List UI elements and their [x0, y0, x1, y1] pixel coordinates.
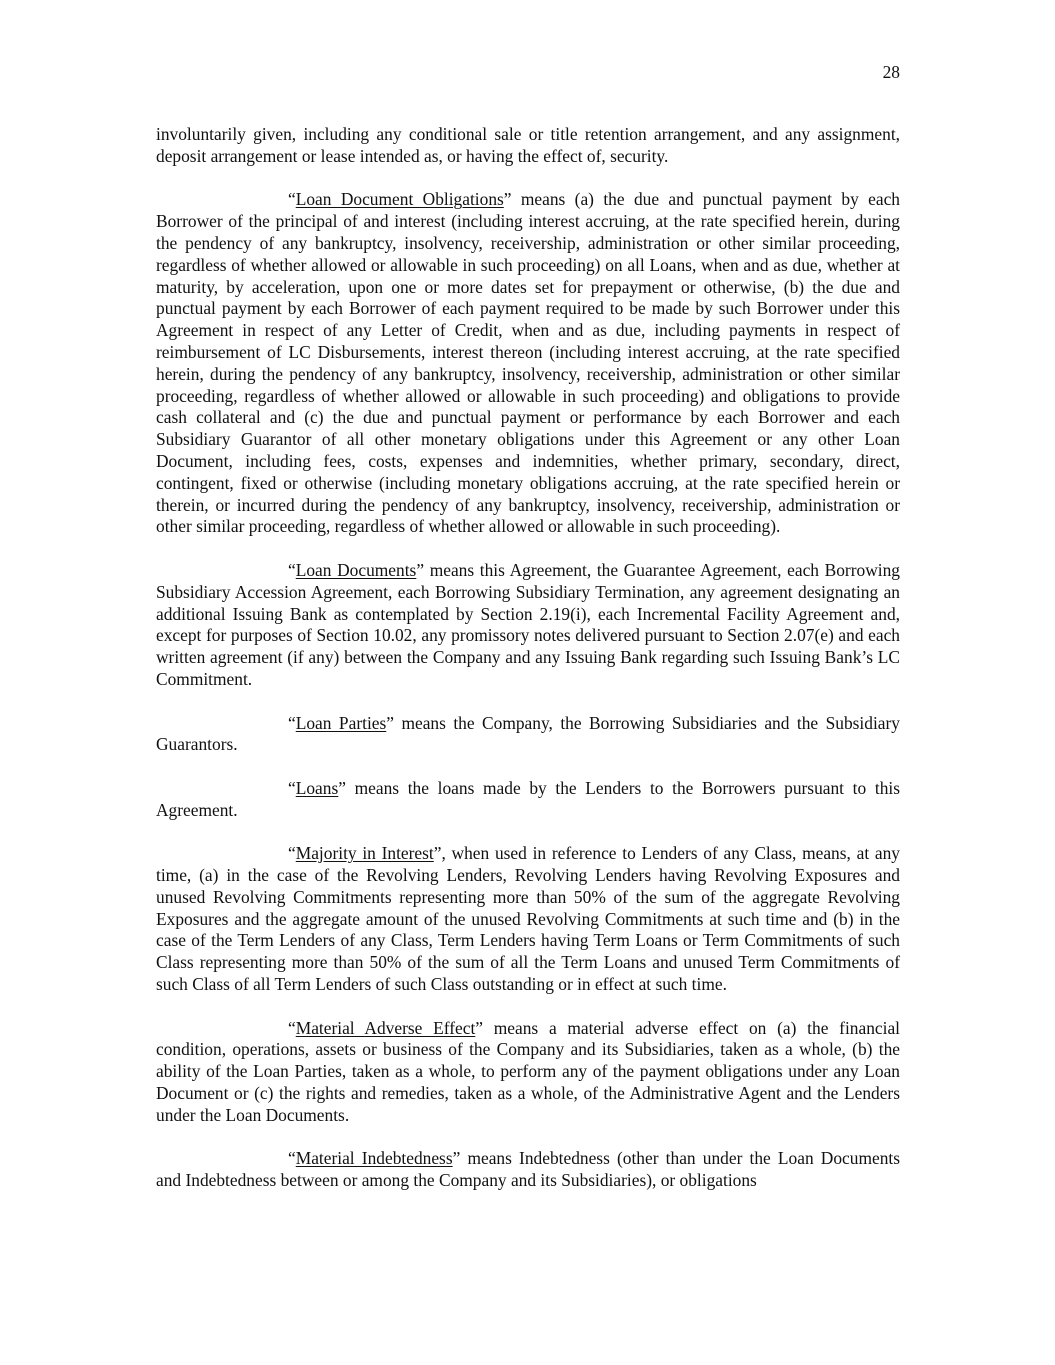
definition-loans: “Loans” means the loans made by the Lenders to the Borrowers pursuant to this Agreement. [156, 777, 900, 820]
defined-term: Material Adverse Effect [295, 1017, 476, 1038]
definition-text: ”, when used in reference to Lenders of any Class, means, at any time, (a) in the case of the Revolving Lenders, Revolving Lenders having Revolving Exposures and unused Revolving Commitments representing more than 50% of the sum of the aggregate Revolving Exposures and the aggregate amount of the unused Revolving Commitments at such time and (b) in the case of the Term Lenders of any Class, Term Lenders having Term Loans or Term Commitments of such Class representing more than 50% of the sum of all the Term Loans and unused Term Commitments of such Class of all Term Lenders of such Class outstanding or in effect at such time. [156, 843, 900, 995]
definition-text: ” means the loans made by the Lenders to the Borrowers pursuant to this Agreement. [156, 777, 900, 820]
definition-text: ” means (a) the due and punctual payment by each Borrower of the principal of and interest (including interest accruing, at the rate specified herein, during the pendency of any bankruptcy, insolvency, receivership, administration or other similar proceeding, regardless of whether allowed or allowable in such proceeding) on all Loans, when and as due, whether at maturity, by acceleration, upon one or more dates set for prepayment or otherwise, (b) the due and punctual payment by each Borrower of each payment required to be made by such Borrower under this Agreement in respect of any Letter of Credit, when and as due, including payments in respect of reimbursement of LC Disbursements, interest thereon (including interest accruing, at the rate specified herein, during the pendency of any bankruptcy, insolvency, receivership, administration or other similar proceeding, regardless of whether allowed or allowable in such proceeding) and obligations to provide cash collateral and (c) the due and punctual payment or performance by each Borrower and each Subsidiary Guarantor of all other monetary obligations under this Agreement or any other Loan Document, including fees, costs, expenses and indemnities, whether primary, secondary, direct, contingent, fixed or otherwise (including monetary obligations accruing, at the rate specified herein or therein, or incurred during the pendency of any bankruptcy, insolvency, receivership, administration or other similar proceeding, regardless of whether allowed or allowable in such proceeding). [156, 189, 900, 537]
defined-term: Loans [295, 777, 339, 798]
definition-text: ” means a material adverse effect on (a) the financial condition, operations, assets or business of the Company and its Subsidiaries, taken as a whole, (b) the ability of the Loan Parties, taken as a whole, to perform any of the payment obligations under any Loan Document or (c) the rights and remedies, taken as a whole, of the Administrative Agent and the Lenders under the Loan Documents. [156, 1017, 900, 1125]
definition-material-indebtedness: “Material Indebtedness” means Indebtedness (other than under the Loan Documents and Indebtedness between or among the Company and its Subsidiaries), or obligations [156, 1148, 901, 1191]
definition-loan-parties: “Loan Parties” means the Company, the Borrowing Subsidiaries and the Subsidiary Guarantors. [156, 712, 900, 755]
definition-text: ” means Indebtedness (other than under the Loan Documents and Indebtedness between or among the Company and its Subsidiaries), or obligations [156, 1148, 901, 1191]
defined-term: Majority in Interest [295, 843, 434, 864]
definition-loan-documents: “Loan Documents” means this Agreement, the Guarantee Agreement, each Borrowing Subsidiary Accession Agreement, each Borrowing Subsidiary Termination, any agreement designating an additional Issuing Bank as contemplated by Section 2.19(i), each Incremental Facility Agreement and, except for purposes of Section 10.02, any promissory notes delivered pursuant to Section 2.07(e) and each written agreement (if any) between the Company and any Issuing Bank regarding such Issuing Bank’s LC Commitment. [156, 559, 900, 689]
continuation-paragraph: involuntarily given, including any conditional sale or title retention arrangement, and any assignment, deposit arrangement or lease intended as, or having the effect of, security. [156, 124, 900, 166]
page-number: 28 [882, 62, 900, 82]
defined-term: Loan Documents [295, 559, 417, 580]
definition-loan-document-obligations: “Loan Document Obligations” means (a) the due and punctual payment by each Borrower of the principal of and interest (including interest accruing, at the rate specified herein, during the pendency of any bankruptcy, insolvency, receivership, administration or other similar proceeding, regardless of whether allowed or allowable in such proceeding) on all Loans, when and as due, whether at maturity, by acceleration, upon one or more dates set for prepayment or otherwise, (b) the due and punctual payment by each Borrower of each payment required to be made by such Borrower under this Agreement in respect of any Letter of Credit, when and as due, including payments in respect of reimbursement of LC Disbursements, interest thereon (including interest accruing, at the rate specified herein, during the pendency of any bankruptcy, insolvency, receivership, administration or other similar proceeding, regardless of whether allowed or allowable in such proceeding) and obligations to provide cash collateral and (c) the due and punctual payment or performance by each Borrower and each Subsidiary Guarantor of all other monetary obligations under this Agreement or any other Loan Document, including fees, costs, expenses and indemnities, whether primary, secondary, direct, contingent, fixed or otherwise (including monetary obligations accruing, at the rate specified herein or therein, or incurred during the pendency of any bankruptcy, insolvency, receivership, administration or other similar proceeding, regardless of whether allowed or allowable in such proceeding). [156, 189, 900, 537]
definition-text: ” means this Agreement, the Guarantee Agreement, each Borrowing Subsidiary Accession Agreement, each Borrowing Subsidiary Termination, any agreement designating an additional Issuing Bank as contemplated by Section 2.19(i), each Incremental Facility Agreement and, except for purposes of Section 10.02, any promissory notes delivered pursuant to Section 2.07(e) and each written agreement (if any) between the Company and any Issuing Bank regarding such Issuing Bank’s LC Commitment. [156, 559, 900, 689]
definition-text: ” means the Company, the Borrowing Subsidiaries and the Subsidiary Guarantors. [156, 712, 900, 755]
document-body [156, 124, 900, 1214]
defined-term: Loan Parties [295, 712, 387, 733]
defined-term: Material Indebtedness [295, 1148, 453, 1169]
definition-material-adverse-effect: “Material Adverse Effect” means a material adverse effect on (a) the financial condition, operations, assets or business of the Company and its Subsidiaries, taken as a whole, (b) the ability of the Loan Parties, taken as a whole, to perform any of the payment obligations under any Loan Document or (c) the rights and remedies, taken as a whole, of the Administrative Agent and the Lenders under the Loan Documents. [156, 1017, 900, 1125]
defined-term: Loan Document Obligations [295, 189, 504, 210]
definition-majority-in-interest: “Majority in Interest”, when used in reference to Lenders of any Class, means, at any time, (a) in the case of the Revolving Lenders, Revolving Lenders having Revolving Exposures and unused Revolving Commitments representing more than 50% of the sum of the aggregate Revolving Exposures and the aggregate amount of the unused Revolving Commitments at such time and (b) in the case of the Term Lenders of any Class, Term Lenders having Term Loans or Term Commitments of such Class representing more than 50% of the sum of all the Term Loans and unused Term Commitments of such Class of all Term Lenders of such Class outstanding or in effect at such time. [156, 843, 900, 995]
